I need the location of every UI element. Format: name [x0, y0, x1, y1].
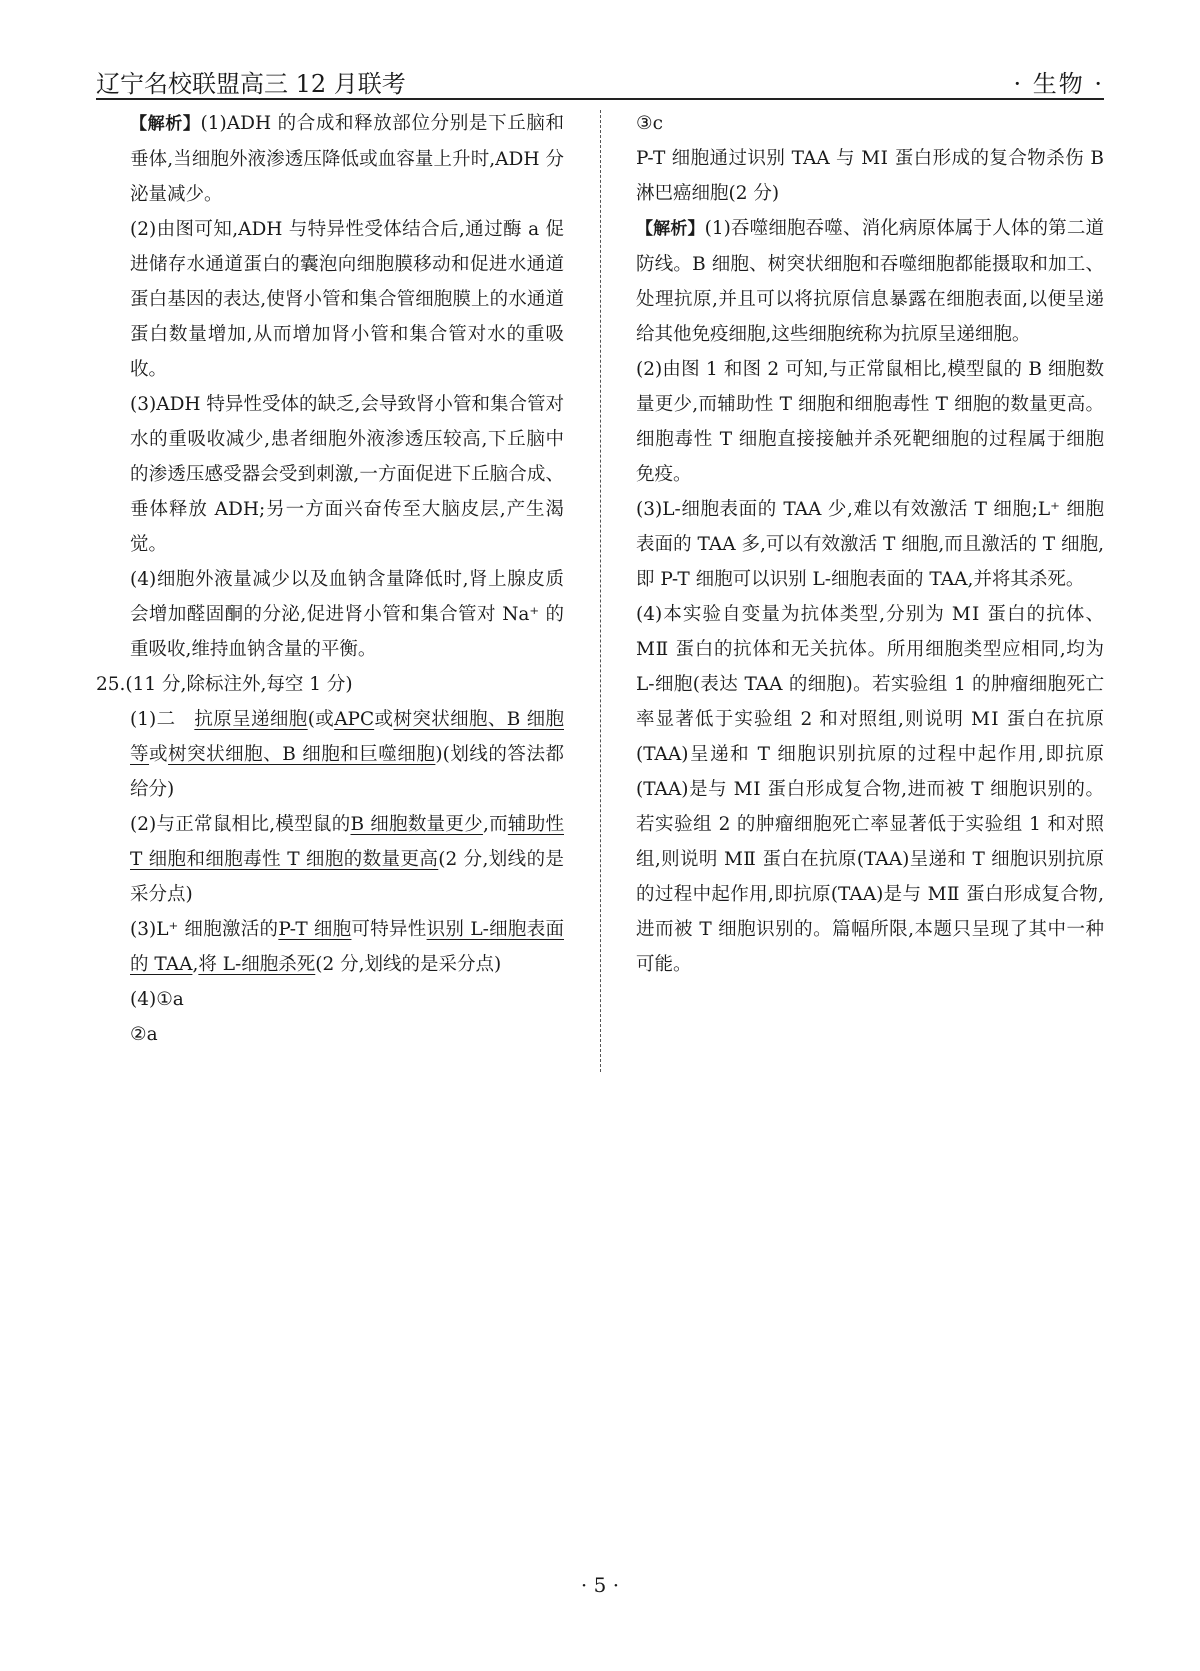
analysis-paragraph-1: 【解析】(1)ADH 的合成和释放部位分别是下丘脑和垂体,当细胞外液渗透压降低或血容量上升时,ADH 分泌量减少。 — [130, 113, 564, 205]
answer-4-3: ③c — [636, 113, 663, 134]
exam-title: 辽宁名校联盟高三 12 月联考 — [96, 70, 406, 98]
answer-4-1: (4)①a — [130, 989, 184, 1010]
analysis-paragraph-6: (2)由图 1 和图 2 可知,与正常鼠相比,模型鼠的 B 细胞数量更少,而辅助性 T 细胞和细胞毒性 T 细胞的数量更高。细胞毒性 T 细胞直接接触并杀死靶细胞的过程属于细胞免疫。 — [636, 359, 1104, 485]
analysis-tag-2: 【解析】 — [636, 219, 705, 239]
column-divider — [600, 110, 601, 1072]
analysis-paragraph-2: (2)由图可知,ADH 与特异性受体结合后,通过酶 a 促进储存水通道蛋白的囊泡向细胞膜移动和促进水通道蛋白基因的表达,使肾小管和集合管细胞膜上的水通道蛋白数量增加,从而增加肾小管和集合管对水的重吸收。 — [130, 219, 564, 380]
question-25-heading: 25.(11 分,除标注外,每空 1 分) — [96, 674, 353, 695]
analysis-tag: 【解析】 — [130, 114, 201, 134]
page-number: · 5 · — [580, 1573, 620, 1597]
analysis-paragraph-5: 【解析】(1)吞噬细胞吞噬、消化病原体属于人体的第二道防线。B 细胞、树突状细胞和吞噬细胞都能摄取和加工、处理抗原,并且可以将抗原信息暴露在细胞表面,以便呈递给其他免疫细胞,这些细胞统称为抗原呈递细胞。 — [636, 218, 1104, 345]
answer-2: (2)与正常鼠相比,模型鼠的B 细胞数量更少,而辅助性 T 细胞和细胞毒性 T 细胞的数量更高(2 分,划线的是采分点) — [130, 814, 565, 905]
analysis-paragraph-7: (3)L-细胞表面的 TAA 少,难以有效激活 T 细胞;L⁺ 细胞表面的 TAA 多,可以有效激活 T 细胞,而且激活的 T 细胞,即 P-T 细胞可以识别 L-细胞表面的 TAA,并将其杀死。 — [636, 499, 1104, 590]
right-column — [636, 106, 1104, 982]
answer-1: (1)二 抗原呈递细胞(或APC或树突状细胞、B 细胞等或树突状细胞、B 细胞和巨噬细胞)(划线的答法都给分) — [130, 709, 564, 800]
analysis-paragraph-4: (4)细胞外液量减少以及血钠含量降低时,肾上腺皮质会增加醛固酮的分泌,促进肾小管和集合管对 Na⁺ 的重吸收,维持血钠含量的平衡。 — [130, 569, 564, 660]
left-column — [96, 106, 564, 1052]
answer-3: (3)L⁺ 细胞激活的P-T 细胞可特异性识别 L-细胞表面的 TAA,将 L-细胞杀死(2 分,划线的是采分点) — [130, 919, 564, 975]
analysis-paragraph-3: (3)ADH 特异性受体的缺乏,会导致肾小管和集合管对水的重吸收减少,患者细胞外液渗透压较高,下丘脑中的渗透压感受器会受到刺激,一方面促进下丘脑合成、垂体释放 ADH;另一方面兴奋传至大脑皮层,产生渴觉。 — [130, 394, 564, 555]
answer-4-conclusion: P-T 细胞通过识别 TAA 与 MⅠ 蛋白形成的复合物杀伤 B 淋巴癌细胞(2 分) — [636, 148, 1104, 204]
analysis-paragraph-8: (4)本实验自变量为抗体类型,分别为 MⅠ 蛋白的抗体、MⅡ 蛋白的抗体和无关抗体。所用细胞类型应相同,均为 L-细胞(表达 TAA 的细胞)。若实验组 1 的肿瘤细胞死亡率显著低于实验组 2 和对照组,则说明 MⅠ 蛋白在抗原(TAA)呈递和 T 细胞识别抗原的过程中起作用,即抗原(TAA)是与 MⅠ 蛋白形成复合物,进而被 T 细胞识别的。若实验组 2 的肿瘤细胞死亡率显著低于实验组 1 和对照组,则说明 MⅡ 蛋白在抗原(TAA)呈递和 T 细胞识别抗原的过程中起作用,即抗原(TAA)是与 MⅡ 蛋白形成复合物,进而被 T 细胞识别的。篇幅所限,本题只呈现了其中一种可能。 — [636, 604, 1104, 975]
answer-4-2: ②a — [130, 1024, 158, 1045]
subject-label: · 生物 · — [1013, 70, 1104, 98]
page-header — [96, 62, 1104, 100]
